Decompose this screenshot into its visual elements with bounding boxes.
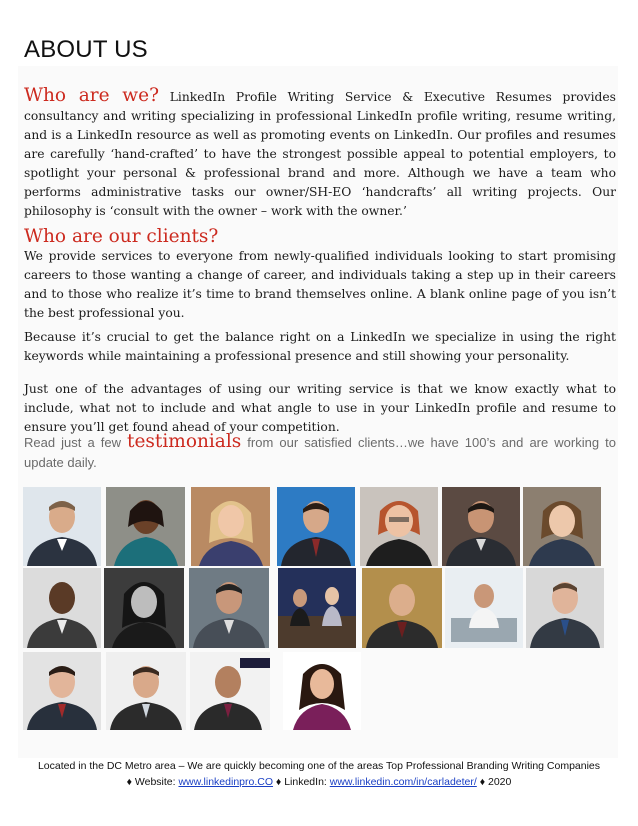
footer-linkedin-link[interactable]: www.linkedin.com/in/carladeter/ [329, 776, 477, 788]
client-photo-5 [360, 487, 438, 566]
client-photo-9 [104, 568, 184, 648]
client-photo-8 [23, 568, 101, 648]
testimonials-paragraph [24, 432, 616, 473]
testimonials-suffix: from our satisfied clients…we have 100’s and are working to update daily. [24, 435, 617, 470]
client-photo-17 [190, 652, 270, 730]
client-photo-2 [106, 487, 185, 566]
client-photo-10 [189, 568, 269, 648]
client-photo-3 [191, 487, 270, 566]
client-photo-6 [442, 487, 520, 566]
footer-website-link[interactable]: www.linkedinpro.CO [178, 776, 274, 788]
clients-paragraph-1: We provide services to everyone from newly-qualified individuals looking to start promising careers to those wanting a change of career, and individuals taking a step up in their careers and to those who realize it’s time to brand themselves online. A blank online page of you isn’t the best professional you. [24, 249, 616, 320]
footer-location: Located in the DC Metro area – We are quickly becoming one of the areas Top Professional Branding Writing Companies [37, 760, 601, 772]
footer-links [0, 774, 638, 790]
testimonials-prefix: Read just a few [24, 435, 128, 450]
client-photo-1 [23, 487, 101, 566]
client-photo-14 [526, 568, 604, 648]
client-photo-18 [283, 652, 361, 730]
who-are-clients-title: Who are our clients? [24, 226, 219, 247]
who-we-are-paragraph [24, 86, 616, 221]
client-photo-4 [277, 487, 355, 566]
footer-year: ♦ 2020 [476, 776, 512, 788]
client-photo-15 [23, 652, 101, 730]
who-we-are-text: LinkedIn Profile Writing Service & Executive Resumes provides consultancy and writing specializing in professional LinkedIn profile writing, resume writing, and is a LinkedIn resource as well as promoting events on LinkedIn. Our profiles and resumes are carefully ‘hand-crafted’ to have the strongest possible appeal to potential employers, to spotlight your personal & professional brand and more. Although we have a team who performs administrative tasks our owner/SH-EO ‘handcrafts’ all writing projects. Our philosophy is ‘consult with the owner – work with the owner.’ [24, 90, 616, 218]
page-title: ABOUT US [24, 36, 148, 63]
client-photo-13 [445, 568, 523, 648]
testimonials-link[interactable]: testimonials [127, 431, 242, 452]
client-photo-7 [523, 487, 601, 566]
client-photo-11 [278, 568, 356, 648]
footer-linkedin-label: ♦ LinkedIn: [273, 776, 330, 788]
clients-paragraph-2: Because it’s crucial to get the balance right on a LinkedIn we specialize in using the right keywords while maintaining a professional presence and still showing your personality. [24, 330, 616, 363]
client-photo-12 [362, 568, 442, 648]
clients-paragraph-3: Just one of the advantages of using our writing service is that we know exactly what to include, what not to include and what angle to use in your LinkedIn profile and resume to ensure you’ll get found ahead of your competition. [24, 382, 616, 434]
client-photo-16 [106, 652, 186, 730]
who-we-are-title: Who are we? [24, 85, 160, 106]
footer-website-label: ♦ Website: [126, 776, 179, 788]
